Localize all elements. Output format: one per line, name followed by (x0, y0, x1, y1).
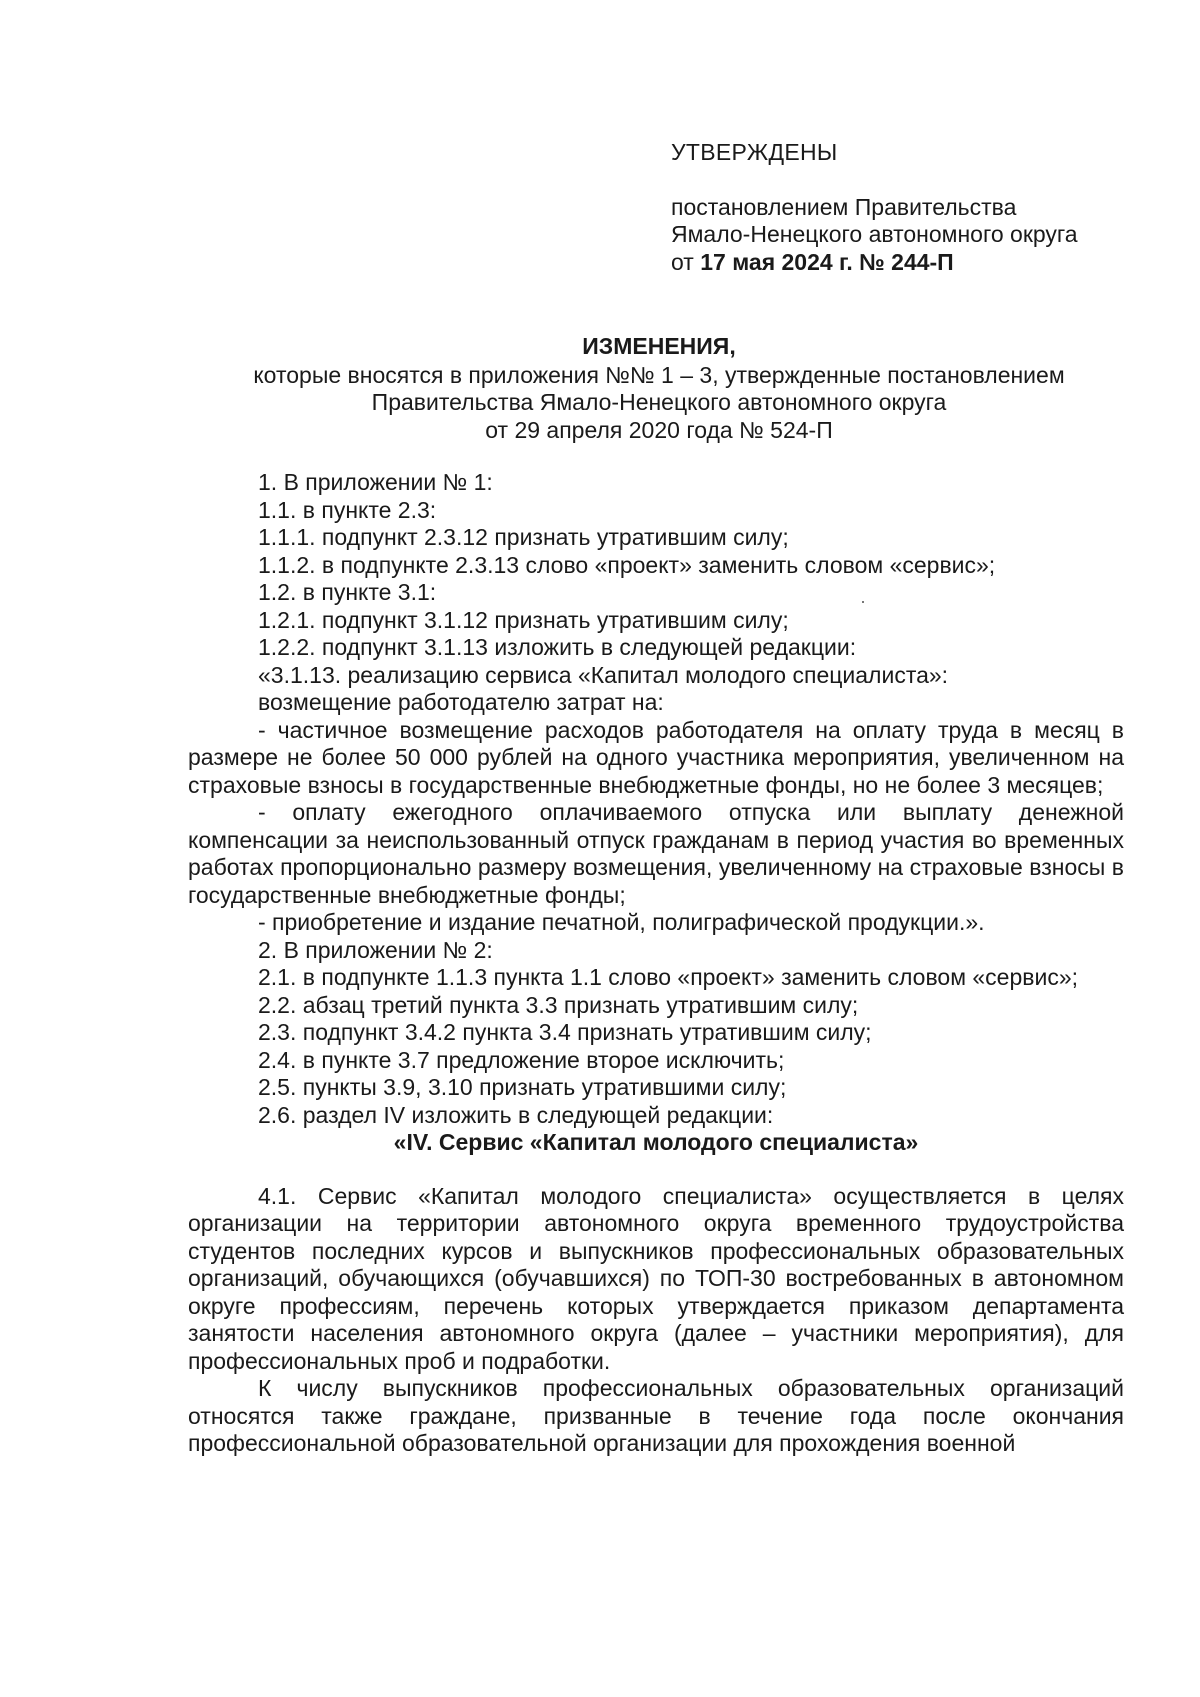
title-heading: ИЗМЕНЕНИЯ, (582, 333, 736, 359)
approval-date-line (671, 249, 1171, 277)
paragraph: 1.2.1. подпункт 3.1.12 признать утратившим силу; (258, 606, 789, 633)
paragraph: 1. В приложении № 1: (258, 469, 493, 495)
paragraph: - оплату ежегодного оплачиваемого отпуска или выплату денежной компенсации за неиспользованный отпуск гражданам в период участия во временных работах пропорционально размеру возмещения, увеличенному на страховые взносы в государственные внебюджетные фонды; (188, 799, 1124, 908)
paragraph: - приобретение и издание печатной, полиграфической продукции.». (258, 909, 985, 935)
approval-line-2: Ямало-Ненецкого автономного округа (671, 221, 1078, 247)
document-body (188, 469, 1124, 1458)
paragraph: 1.2.2. подпункт 3.1.13 изложить в следующей редакции: (258, 634, 857, 660)
paragraph: 2.4. в пункте 3.7 предложение второе исключить; (258, 1046, 785, 1073)
paragraph: 4.1. Сервис «Капитал молодого специалиста» осуществляется в целях организации на территории автономного округа временного трудоустройства студентов последних курсов и выпускников профессиональных образовательных организаций, обучающихся (обучавшихся) по ТОП-30 востребованных в автономном округе профессиям, перечень которых утверждается приказом департамента занятости населения автономного округа (далее – участники мероприятия), для профессиональных проб и подработки. (188, 1182, 1124, 1374)
paragraph: 1.1. в пункте 2.3: (258, 496, 437, 523)
paragraph: 2. В приложении № 2: (258, 936, 493, 963)
paragraph: 2.5. пункты 3.9, 3.10 признать утратившими силу; (258, 1074, 787, 1100)
title-line-1: которые вносятся в приложения №№ 1 – 3, утвержденные постановлением (253, 361, 1065, 388)
paragraph: 2.2. абзац третий пункта 3.3 признать утратившим силу; (258, 991, 859, 1018)
paragraph: 1.1.2. в подпункте 2.3.13 слово «проект» заменить словом «сервис»; (258, 551, 996, 578)
approval-date-prefix: от (671, 248, 694, 275)
paragraph: - частичное возмещение расходов работодателя на оплату труда в месяц в размере не более 50 000 рублей на одного участника мероприятия, увеличенном на страховые взносы в государственные внебюджетные фонды, но не более 3 месяцев; (188, 716, 1124, 798)
paragraph: 1.1.1. подпункт 2.3.12 признать утратившим силу; (258, 524, 789, 550)
paragraph: «3.1.13. реализацию сервиса «Капитал молодого специалиста»: (258, 661, 949, 688)
blank-line (188, 1157, 1124, 1183)
title-line-3: от 29 апреля 2020 года № 524-П (485, 416, 833, 443)
scan-speck (862, 601, 864, 603)
paragraph: 2.1. в подпункте 1.1.3 пункта 1.1 слово «проект» заменить словом «сервис»; (258, 964, 1079, 990)
paragraph: возмещение работодателю затрат на: (258, 689, 664, 715)
paragraph: 1.2. в пункте 3.1: (258, 579, 437, 605)
paragraph: К числу выпускников профессиональных образовательных организаций относятся также граждане, призванные в течение года после окончания профессиональной образовательной организации для прохождения военной (188, 1375, 1124, 1456)
document-title (188, 333, 1130, 444)
approval-date-number: 17 мая 2024 г. № 244-П (700, 248, 954, 275)
approval-line-1: постановлением Правительства (671, 193, 1017, 220)
approval-stamp (671, 139, 1171, 276)
paragraph: 2.6. раздел IV изложить в следующей редакции: (258, 1101, 774, 1128)
approved-heading: УТВЕРЖДЕНЫ (671, 139, 838, 165)
title-line-2: Правительства Ямало-Ненецкого автономного округа (371, 389, 947, 415)
paragraph: 2.3. подпункт 3.4.2 пункта 3.4 признать утратившим силу; (258, 1019, 872, 1045)
section-heading: «IV. Сервис «Капитал молодого специалиста» (393, 1129, 919, 1155)
